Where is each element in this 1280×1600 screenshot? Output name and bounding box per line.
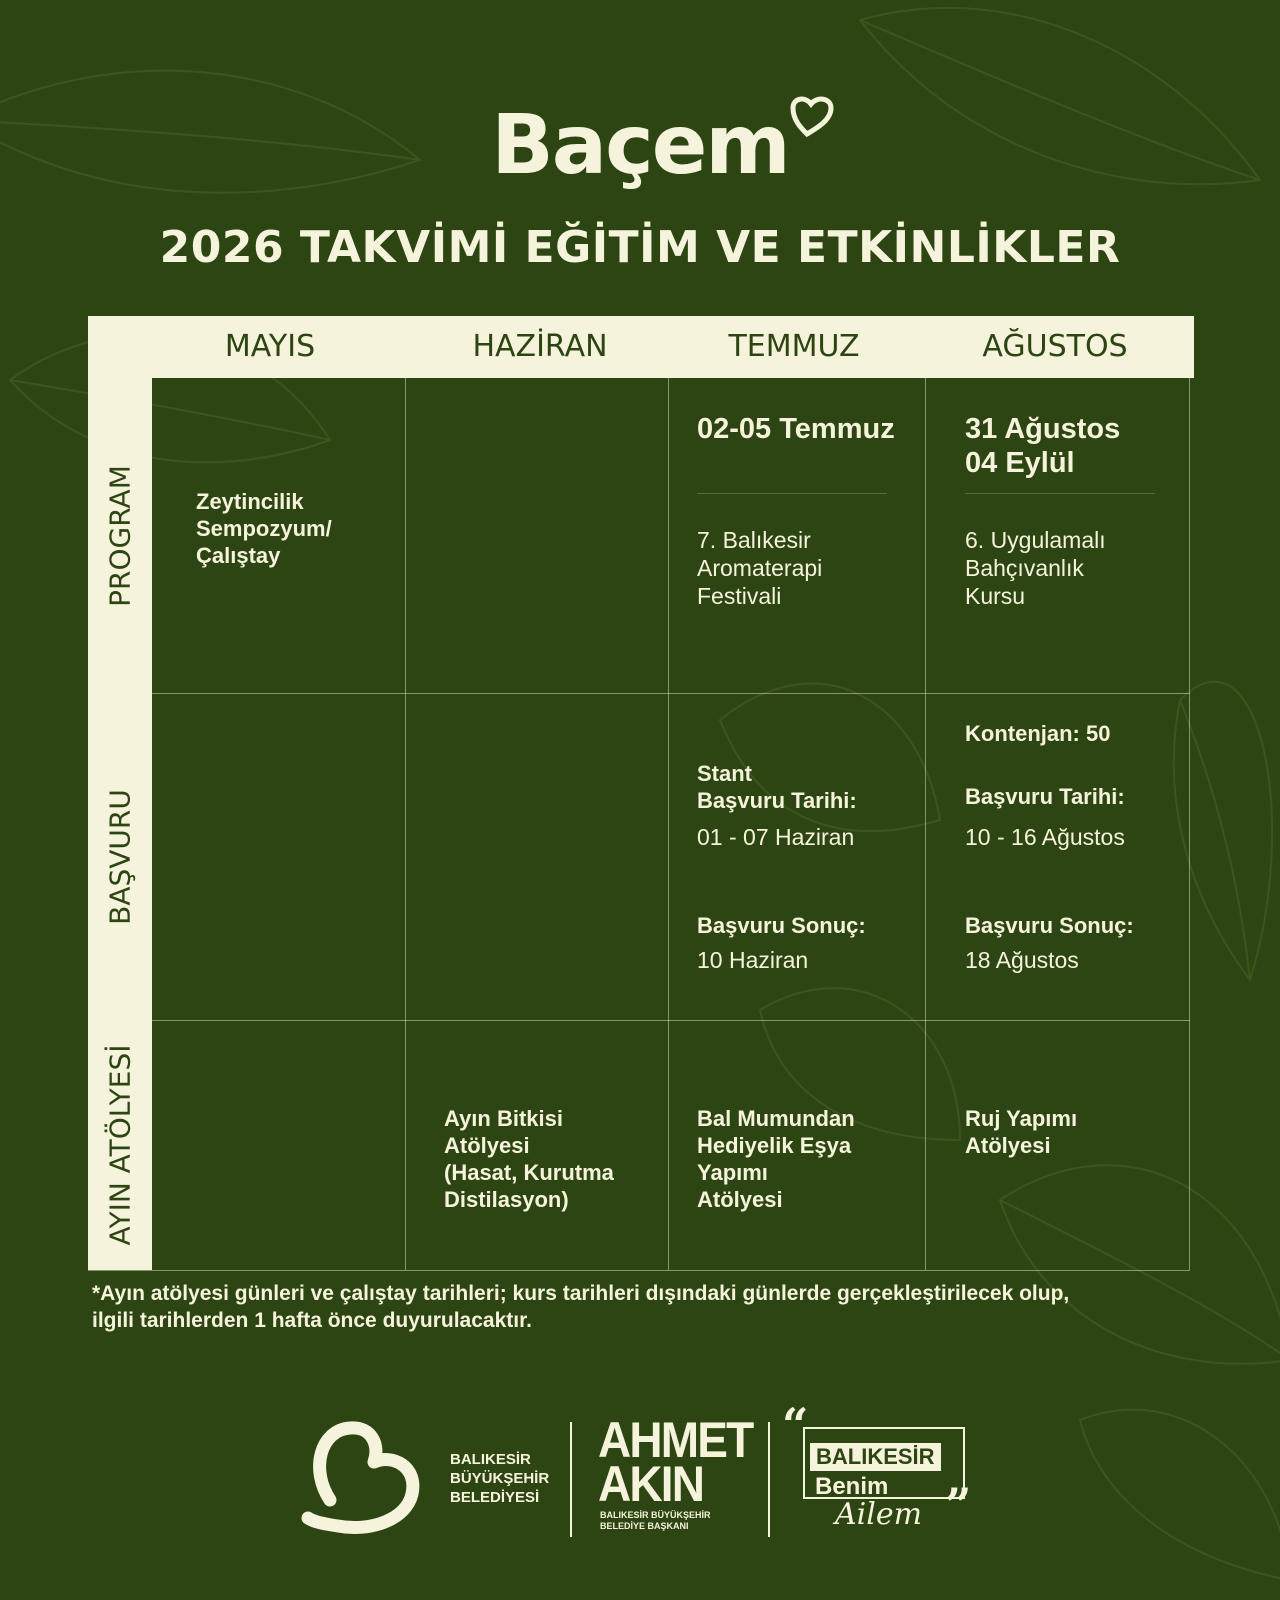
divider [697,493,887,494]
page-title: 2026 TAKVİMİ EĞİTİM VE ETKİNLİKLER [159,222,1121,273]
slogan-line-2: Benim [815,1473,889,1500]
program-temmuz-date: 02-05 Temmuz [697,413,895,445]
program-temmuz: 7. Balıkesir Aromaterapi Festivali [697,527,823,609]
divider [965,493,1155,494]
grid-line [405,378,406,1270]
grid-line [925,378,926,1270]
mayor-title: BALIKESİR BÜYÜKŞEHİR BELEDİYE BAŞKANI [600,1510,711,1531]
basvuru-temmuz-result-label: Başvuru Sonuç: [697,913,866,938]
month-header-haziran: HAZİRAN [472,329,608,364]
month-header-mayis: MAYIS [224,329,316,364]
basvuru-agustos-date: 10 - 16 Ağustos [965,824,1125,850]
quote-close-icon: ” [945,1478,972,1532]
slogan-line-1: BALIKESİR [810,1443,941,1471]
basvuru-agustos-heading: Başvuru Tarihi: [965,784,1125,809]
basvuru-agustos-result-label: Başvuru Sonuç: [965,913,1134,938]
brand-name: Baçem [491,98,789,193]
mayor-name: AHMET AKIN [598,1412,753,1512]
heart-icon [781,92,843,142]
footnote: *Ayın atölyesi günleri ve çalıştay tarihleri; kurs tarihleri dışındaki günlerde gerçekleştirilecek olup, ilgili tarihlerden 1 hafta önce duyurulacaktır. [92,1282,1070,1332]
row-label-basvuru: BAŞVURU [103,788,137,925]
divider [768,1422,770,1537]
basvuru-agustos-quota: Kontenjan: 50 [965,721,1111,746]
program-agustos-date: 31 Ağustos 04 Eylül [965,413,1121,479]
program-agustos: 6. Uygulamalı Bahçıvanlık Kursu [965,527,1106,609]
slogan-line-3: Ailem [835,1497,923,1532]
grid-line [88,1020,1190,1021]
divider [570,1422,572,1537]
month-header-temmuz: TEMMUZ [728,329,860,364]
grid-line [88,1270,1190,1271]
grid-line [88,693,1190,694]
balikesir-heart-logo [300,1410,430,1540]
municipality-name: BALIKESİR BÜYÜKŞEHİR BELEDİYESİ [450,1451,550,1506]
basvuru-temmuz-result-date: 10 Haziran [697,947,809,973]
atolye-temmuz: Bal Mumundan Hediyelik Eşya Yapımı Atölyesi [697,1106,855,1212]
atolye-haziran: Ayın Bitkisi Atölyesi (Hasat, Kurutma Distilasyon) [444,1106,614,1212]
basvuru-agustos-result-date: 18 Ağustos [965,947,1079,973]
program-mayis: Zeytincilik Sempozyum/ Çalıştay [196,489,332,568]
grid-line [1189,378,1190,1270]
basvuru-temmuz-heading: Stant Başvuru Tarihi: [697,761,857,813]
basvuru-temmuz-date: 01 - 07 Haziran [697,824,855,850]
quote-open-icon: “ [782,1398,809,1452]
brand-logo [0,98,1280,193]
row-label-atolye: AYIN ATÖLYESİ [103,1044,137,1246]
month-header-agustos: AĞUSTOS [982,329,1128,364]
row-label-program: PROGRAM [103,464,137,607]
grid-line [668,378,669,1270]
atolye-agustos: Ruj Yapımı Atölyesi [965,1106,1078,1158]
